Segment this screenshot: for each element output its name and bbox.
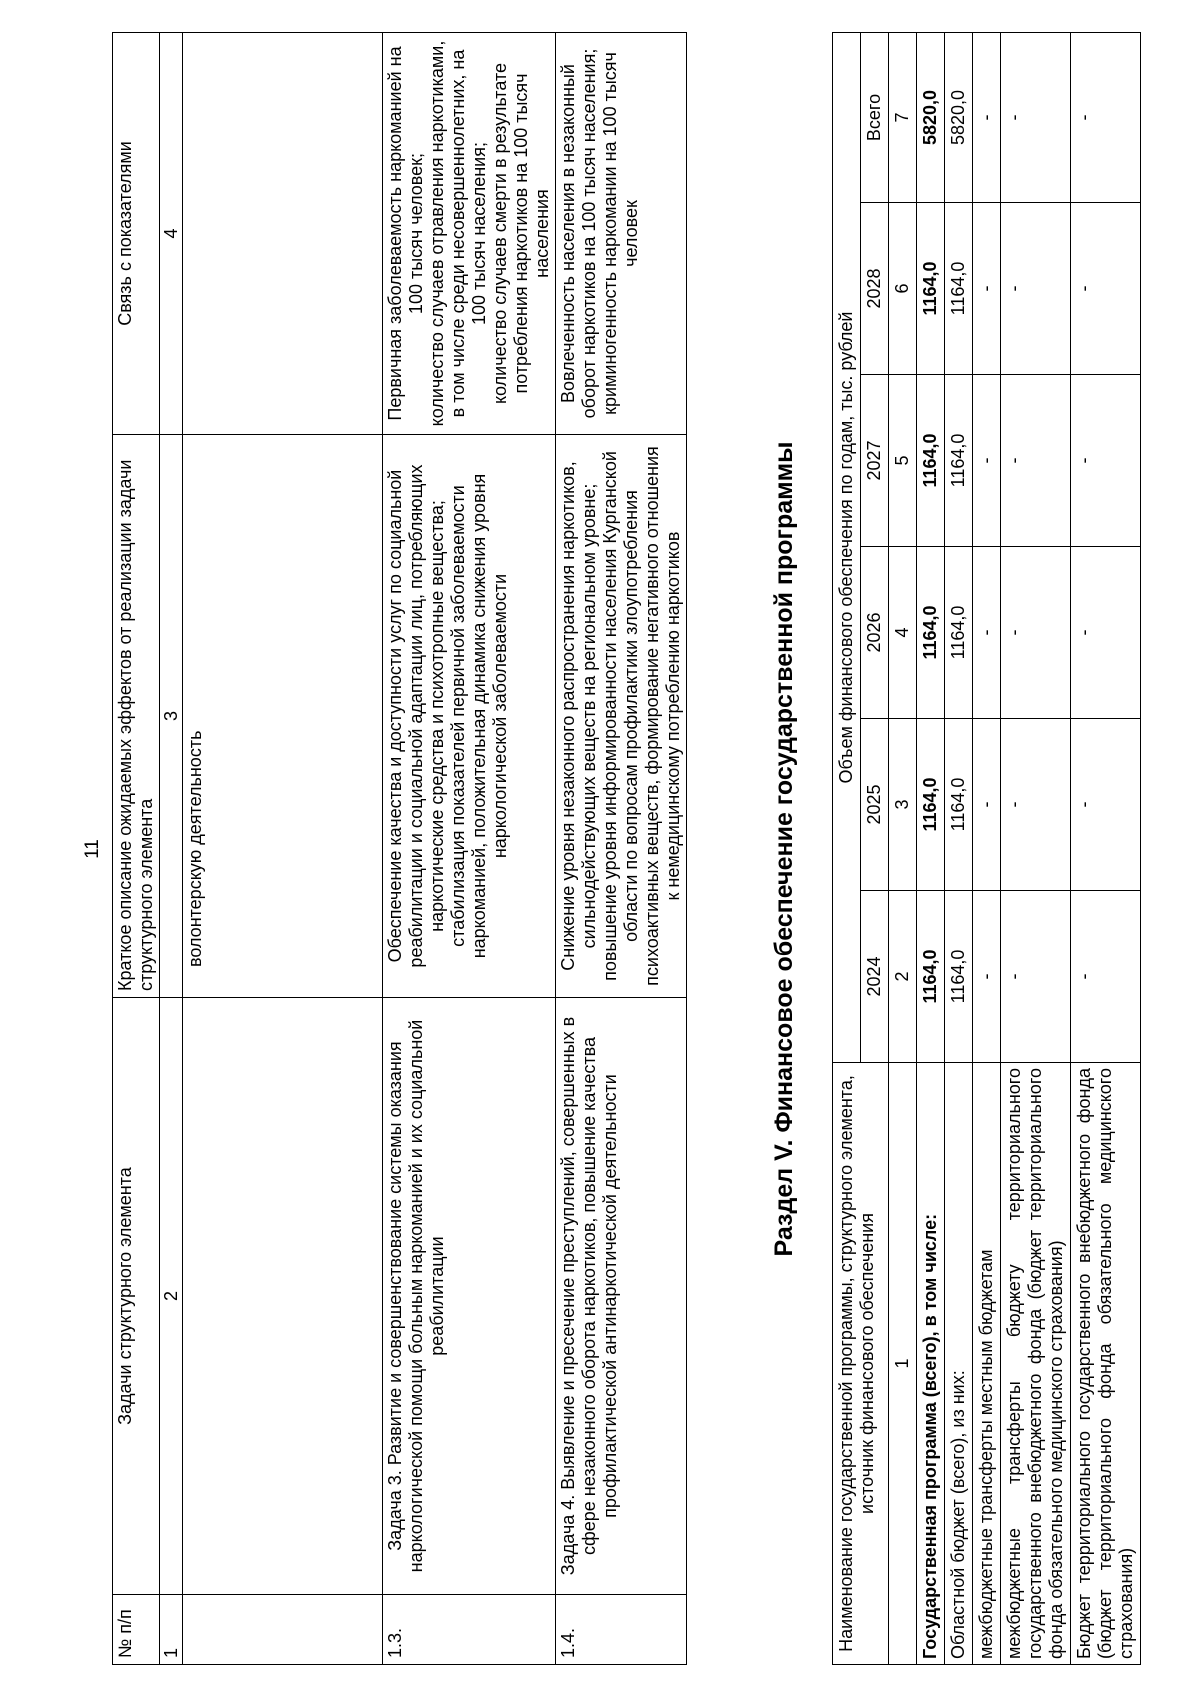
row-task: Задача 3. Развитие и совершенствование системы оказания наркологической помощи больным наркоманией и их социальной реабилитации — [383, 998, 556, 1595]
row-value: - — [1071, 891, 1141, 1063]
row-value: 1164,0 — [917, 719, 945, 891]
row-indicators — [556, 33, 687, 435]
header-effects: Краткое описание ожидаемых эффектов от реализации задачи структурного элемента — [113, 435, 160, 998]
header-indicators: Связь с показателями — [113, 33, 160, 435]
row-effects — [183, 435, 383, 998]
column-number: 3 — [889, 719, 917, 891]
row-value: 5820,0 — [945, 33, 973, 203]
row-value: - — [973, 203, 1001, 375]
effect-line: стабилизация показателей первичной заболеваемости наркоманией, положительная динамика снижения уровня наркологической заболеваемости — [448, 473, 510, 959]
section-title: Раздел V. Финансовое обеспечение государственной программы — [770, 441, 798, 1257]
indicator-line: количество случаев смерти в результате потребления наркотиков на 100 тысяч населения — [490, 62, 552, 405]
row-value: 5820,0 — [917, 33, 945, 203]
column-number: 6 — [889, 203, 917, 375]
row-effects — [556, 435, 687, 998]
row-value: - — [1071, 547, 1141, 719]
column-number: 2 — [889, 891, 917, 1063]
row-indicators — [183, 33, 383, 435]
row-value: - — [973, 547, 1001, 719]
row-value: 1164,0 — [945, 547, 973, 719]
row-value: - — [1071, 203, 1141, 375]
column-number: 7 — [889, 33, 917, 203]
effect-line: Снижение уровня незаконного распространения наркотиков, сильнодействующих веществ на региональном уровне; — [558, 461, 599, 971]
table-row — [973, 33, 1001, 1665]
row-effects — [383, 435, 556, 998]
column-number: 2 — [160, 998, 183, 1595]
row-value: - — [1001, 891, 1071, 1063]
table-row — [1071, 33, 1141, 1665]
finance-header-row — [833, 33, 861, 1665]
row-value: - — [973, 719, 1001, 891]
row-value: - — [1071, 33, 1141, 203]
effect-line: повышение уровня информированности населения Курганской области по вопросам профилактики злоупотребления психоактивных веществ, формирование негативного отношения к немедицинскому потреблению наркотиков — [600, 446, 683, 986]
table-row — [945, 33, 973, 1665]
year-label: 2024 — [861, 891, 889, 1063]
row-value: - — [1071, 719, 1141, 891]
indicator-line: количество случаев отравления наркотиками, в том числе среди несовершеннолетних, на 100 тысяч населения; — [427, 40, 489, 427]
finance-column-numbers-row — [889, 33, 917, 1665]
effect-line: волонтерскую деятельность — [185, 730, 205, 967]
row-num — [183, 1595, 383, 1665]
row-task: Задача 4. Выявление и пресечение преступлений, совершенных в сфере незаконного оборота наркотиков, повышение качества профилактической антинаркотической деятельности — [556, 998, 687, 1595]
indicator-line: Вовлеченность населения в незаконный оборот наркотиков на 100 тысяч населения; — [558, 48, 599, 419]
row-value: - — [1001, 719, 1071, 891]
column-number: 3 — [160, 435, 183, 998]
row-name: межбюджетные трансферты местным бюджетам — [973, 1063, 1001, 1665]
row-name: межбюджетные трансферты бюджету территориального государственного внебюджетного фонда (бюджет территориального фонда обязательного медицинского страхования) — [1001, 1063, 1071, 1665]
indicator-line: криминогенность наркомании на 100 тысяч человек — [600, 52, 641, 415]
column-number: 4 — [889, 547, 917, 719]
year-label: 2025 — [861, 719, 889, 891]
total-label: Всего — [861, 33, 889, 203]
table-row — [383, 33, 556, 1665]
row-value: 1164,0 — [917, 203, 945, 375]
row-name: Областной бюджет (всего), из них: — [945, 1063, 973, 1665]
row-value: - — [973, 375, 1001, 547]
indicator-line: Первичная заболеваемость наркоманией на 100 тысяч человек; — [385, 46, 426, 421]
row-value: 1164,0 — [945, 375, 973, 547]
row-value: - — [1071, 375, 1141, 547]
row-indicators — [383, 33, 556, 435]
effect-line: Обеспечение качества и доступности услуг по социальной реабилитации и социальной адаптации лиц, потребляющих наркотические средства и психотропные вещества; — [385, 464, 447, 968]
page-number: 11 — [82, 839, 103, 859]
row-value: 1164,0 — [945, 719, 973, 891]
row-name: Бюджет территориального государственного внебюджетного фонда (бюджет территориального фонда обязательного медицинского страхования) — [1071, 1063, 1141, 1665]
row-value: - — [973, 891, 1001, 1063]
header-volume: Объем финансового обеспечения по годам, тыс. рублей — [833, 33, 861, 1063]
column-number: 5 — [889, 375, 917, 547]
row-value: 1164,0 — [917, 891, 945, 1063]
row-value: - — [1001, 547, 1071, 719]
row-num: 1.3. — [383, 1595, 556, 1665]
row-value: - — [973, 33, 1001, 203]
row-value: - — [1001, 375, 1071, 547]
row-value: - — [1001, 33, 1071, 203]
tasks-column-numbers-row — [160, 33, 183, 1665]
tasks-table — [112, 32, 687, 1665]
row-value: 1164,0 — [945, 891, 973, 1063]
row-value: - — [1001, 203, 1071, 375]
table-row — [1001, 33, 1071, 1665]
year-label: 2028 — [861, 203, 889, 375]
row-name: Государственная программа (всего), в том числе: — [917, 1063, 945, 1665]
header-name: Наименование государственной программы, структурного элемента, источник финансового обеспечения — [833, 1063, 889, 1665]
year-label: 2027 — [861, 375, 889, 547]
year-label: 2026 — [861, 547, 889, 719]
table-row — [556, 33, 687, 1665]
table-row — [917, 33, 945, 1665]
finance-table — [832, 32, 1141, 1665]
column-number: 4 — [160, 33, 183, 435]
row-task — [183, 998, 383, 1595]
tasks-header-row — [113, 33, 160, 1665]
header-num: № п/п — [113, 1595, 160, 1665]
row-num: 1.4. — [556, 1595, 687, 1665]
row-value: 1164,0 — [945, 203, 973, 375]
column-number: 1 — [160, 1595, 183, 1665]
column-number: 1 — [889, 1063, 917, 1665]
header-task: Задачи структурного элемента — [113, 998, 160, 1595]
row-value: 1164,0 — [917, 547, 945, 719]
row-value: 1164,0 — [917, 375, 945, 547]
table-row — [183, 33, 383, 1665]
